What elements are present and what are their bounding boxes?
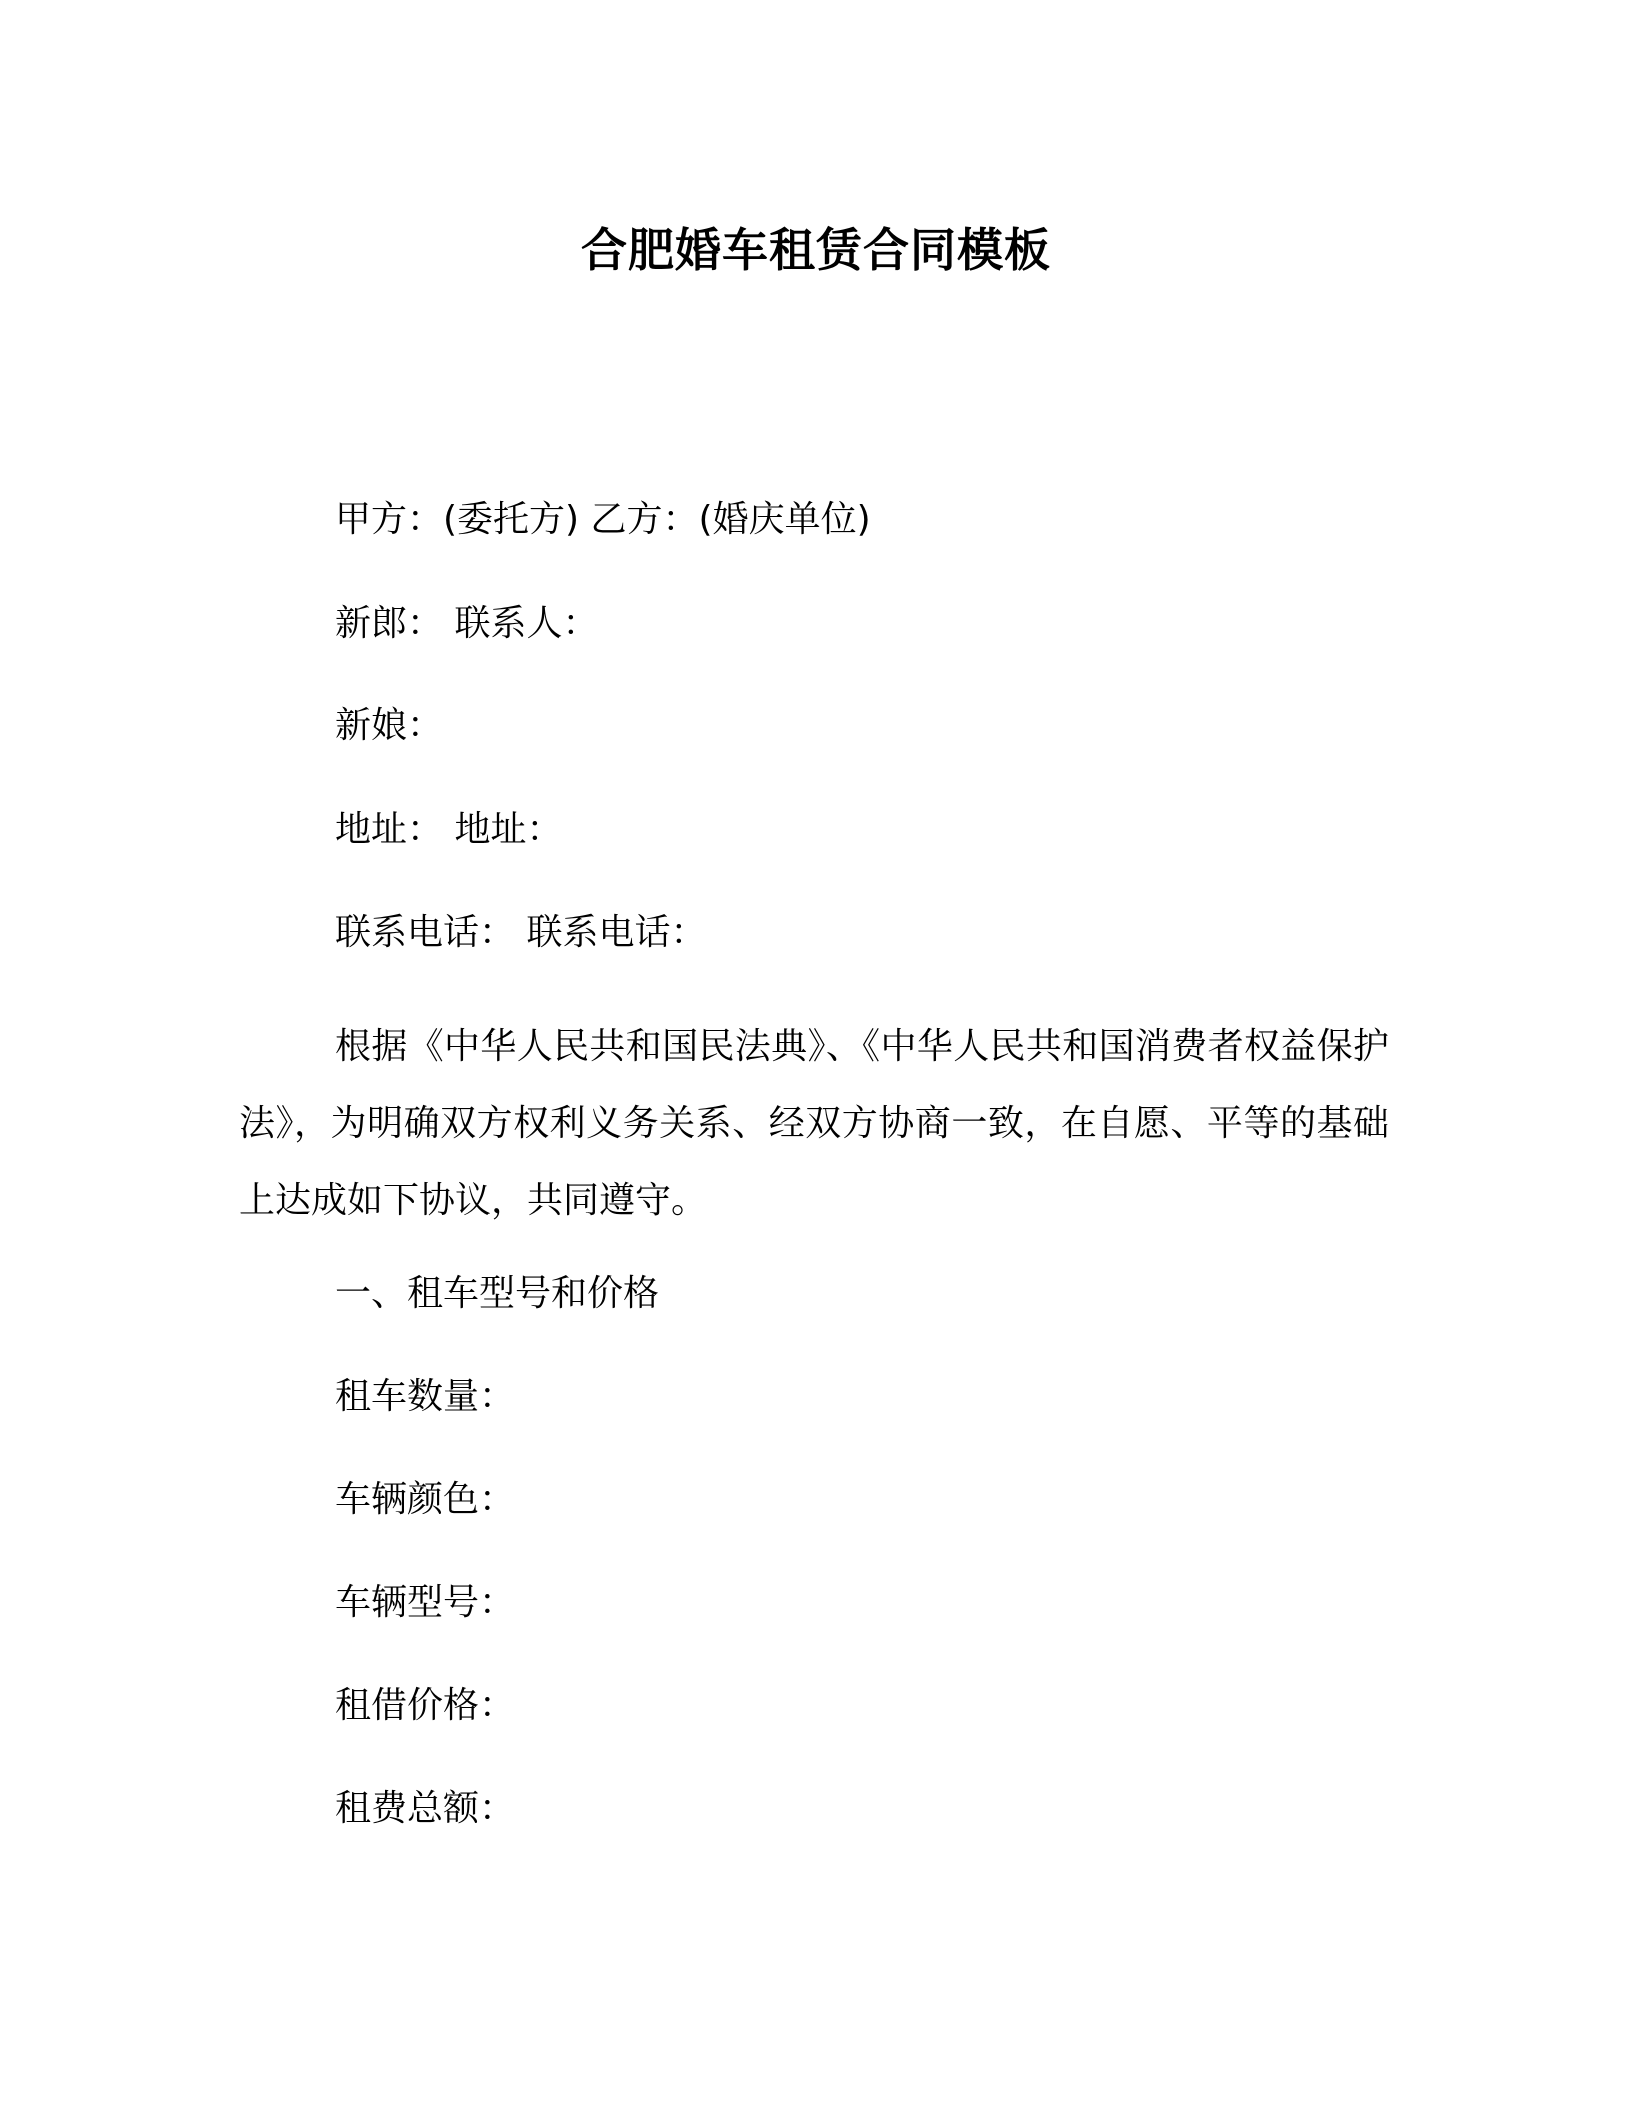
phone-line: 联系电话： 联系电话： [335, 912, 707, 953]
bride-line: 新娘： [335, 705, 444, 746]
preamble-paragraph: 根据《中华人民共和国民法典》、《中华人民共和国消费者权益保护法》，为明确双方权利义务关系、经双方协商一致，在自愿、平等的基础上达成如下协议，共同遵守。 [239, 1026, 1389, 1221]
car-color-line: 车辆颜色： [335, 1479, 516, 1520]
address-line: 地址： 地址： [335, 809, 563, 850]
section-1-heading: 一、租车型号和价格 [335, 1273, 660, 1314]
document-title: 合肥婚车租赁合同模板 [581, 223, 1051, 277]
rental-price-line: 租借价格： [335, 1685, 516, 1726]
groom-contact-line: 新郎： 联系人： [335, 603, 599, 644]
car-model-line: 车辆型号： [335, 1582, 516, 1623]
parties-line: 甲方：(委托方) 乙方：(婚庆单位) [335, 499, 871, 540]
car-quantity-line: 租车数量： [335, 1376, 516, 1417]
rental-total-line: 租费总额： [335, 1788, 516, 1829]
